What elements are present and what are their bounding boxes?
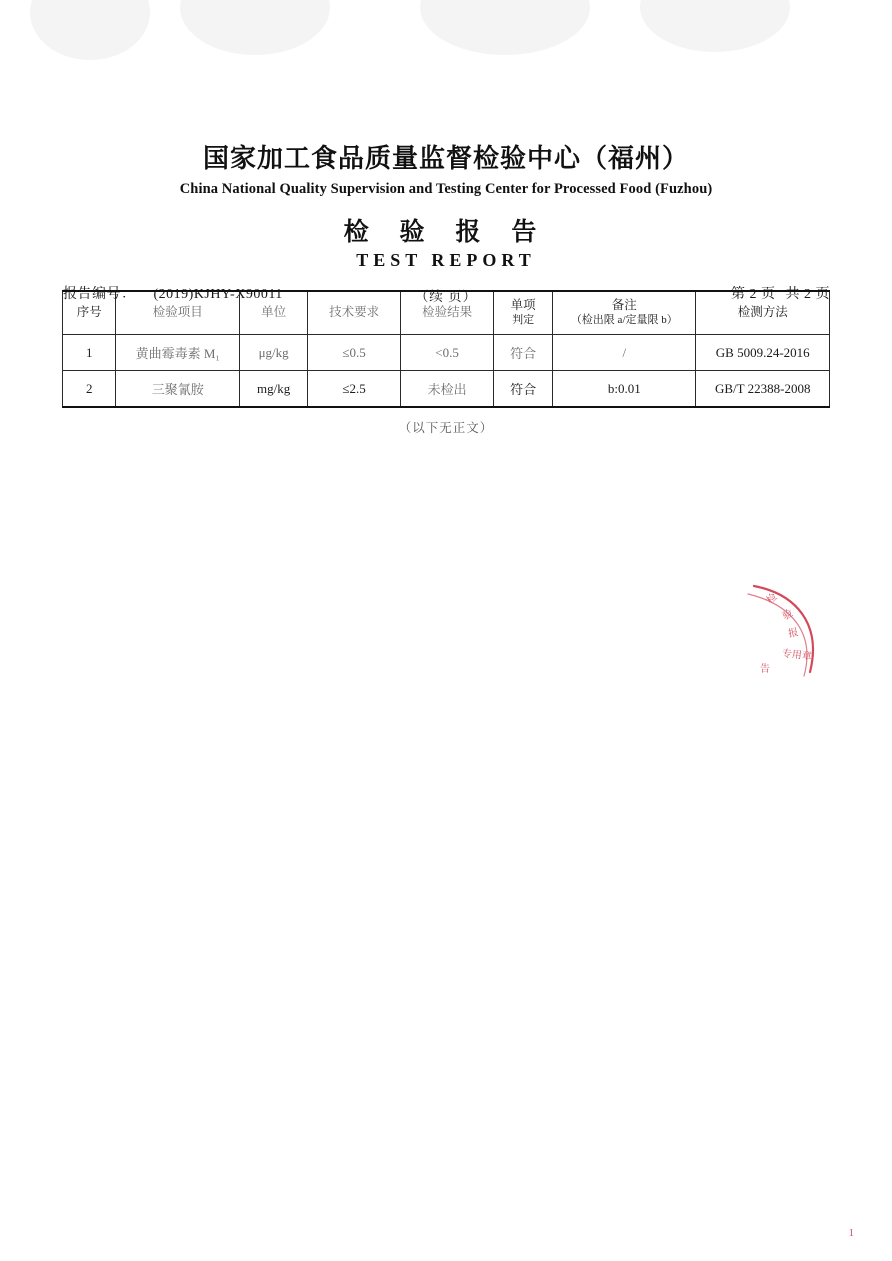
col-header-note-sub: （检出限 a/定量限 b） <box>570 313 678 326</box>
col-header-item-text: 检验项目 <box>152 305 203 320</box>
col-header-result-text: 检验结果 <box>422 305 473 320</box>
seal-char-3: 报 <box>787 627 800 640</box>
cell-result: 未检出 <box>401 371 494 408</box>
col-header-requirement <box>308 291 401 335</box>
seal-text <box>726 568 846 688</box>
document-header <box>0 138 892 271</box>
col-header-judgement <box>494 291 553 335</box>
cell-no: 2 <box>63 371 116 408</box>
seal-char-5: 告 <box>760 664 770 675</box>
col-header-unit <box>240 291 308 335</box>
continued-label: （续 页） <box>414 289 478 304</box>
seal-char-4: 专用章 <box>781 648 813 663</box>
table-header-row <box>63 291 830 335</box>
cell-no: 1 <box>63 335 116 371</box>
institution-title-en: China National Quality Supervision and Testing Center for Processed Food (Fuzhou) <box>179 181 713 197</box>
seal-char-2: 验 <box>780 607 796 623</box>
col-header-judgement-text: 单项 <box>510 298 536 313</box>
official-seal-stamp <box>726 568 846 688</box>
institution-title-cn: 国家加工食品质量监督检验中心（福州） <box>202 143 689 173</box>
table-body <box>63 335 830 408</box>
report-title-en: TEST REPORT <box>356 250 536 270</box>
col-header-method <box>696 291 830 335</box>
col-header-note <box>553 291 696 335</box>
col-header-result <box>401 291 494 335</box>
col-header-note-text: 备注 <box>611 298 637 313</box>
report-number-value: (2019)KJHY-X90011 <box>153 287 283 302</box>
cell-unit: mg/kg <box>240 371 308 408</box>
table-row <box>63 335 830 371</box>
col-header-item <box>116 291 240 335</box>
results-table-wrapper <box>62 290 830 408</box>
col-header-no <box>63 291 116 335</box>
cell-note: b:0.01 <box>553 371 696 408</box>
cell-method: GB/T 22388-2008 <box>696 371 830 408</box>
report-title-cn: 检 验 报 告 <box>343 218 549 246</box>
col-header-method-text: 检测方法 <box>737 305 788 320</box>
cell-note: / <box>553 335 696 371</box>
cell-requirement: ≤2.5 <box>308 371 401 408</box>
cell-judgement: 符合 <box>494 335 553 371</box>
col-header-requirement-text: 技术要求 <box>329 305 380 320</box>
cell-unit: μg/kg <box>240 335 308 371</box>
seal-char-1: 检 <box>764 591 780 607</box>
table-head <box>63 291 830 335</box>
cell-item: 黄曲霉毒素 M₁ <box>116 335 240 371</box>
page-total: 共 2 页 <box>785 287 830 302</box>
col-header-judgement-sub: 判定 <box>512 313 535 326</box>
cell-result: <0.5 <box>401 335 494 371</box>
col-header-no-text: 序号 <box>76 305 102 320</box>
cell-item: 三聚氰胺 <box>116 371 240 408</box>
page-current: 第 2 页 <box>731 287 776 302</box>
corner-mark: 1 <box>848 1227 854 1239</box>
table-row <box>63 371 830 408</box>
results-table <box>62 290 830 408</box>
below-note: （以下无正文） <box>398 421 494 435</box>
report-number-label: 报告编号： <box>63 287 136 302</box>
cell-method: GB 5009.24-2016 <box>696 335 830 371</box>
col-header-unit-text: 单位 <box>261 305 287 320</box>
cell-requirement: ≤0.5 <box>308 335 401 371</box>
cell-judgement: 符合 <box>494 371 553 408</box>
